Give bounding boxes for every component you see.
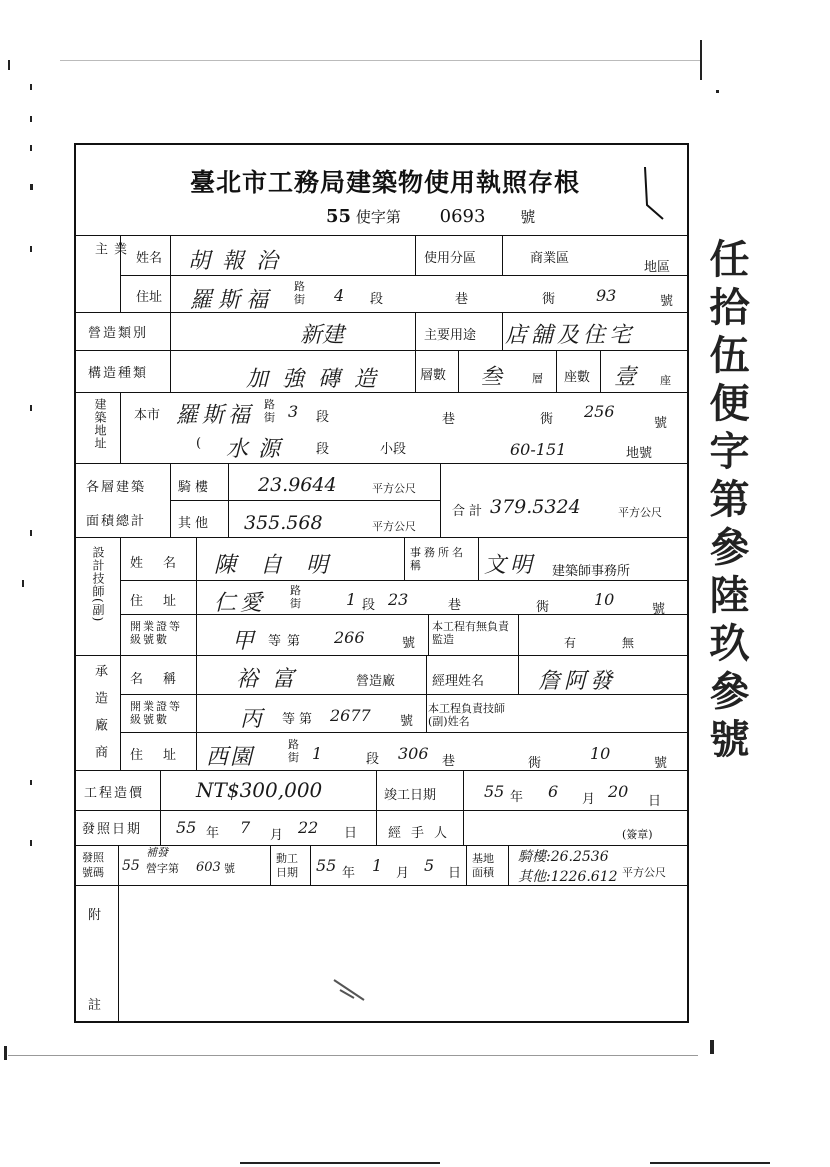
designer-section-label: 設計技師(副) <box>91 546 105 623</box>
start-year: 55 <box>316 856 337 875</box>
base-unit: 平方公尺 <box>622 866 666 879</box>
owner-address-section: 4 <box>334 286 345 305</box>
base-value-2: 其他:1226.612 <box>518 869 618 885</box>
contractor-street-label: 衖 <box>528 756 542 771</box>
floors-label: 層數 <box>420 368 447 383</box>
issue-day-label: 日 <box>344 826 358 841</box>
site-district-label: 段 <box>316 442 330 457</box>
structure-value: 加強磚造 <box>246 367 391 392</box>
contractor-name-value: 裕富 <box>236 667 309 692</box>
site-road-label: 路街 <box>264 398 275 424</box>
other-label: 其他 <box>178 516 213 531</box>
arcade-label: 騎樓 <box>178 480 213 495</box>
total-value: 379.5324 <box>490 496 581 518</box>
handler-label: 經手人 <box>388 826 458 841</box>
completion-month-label: 月 <box>582 792 596 807</box>
side-annotation: 任拾伍便字第參陸玖參號 <box>703 238 750 766</box>
permit-ref-number: 603 <box>196 860 221 875</box>
issue-month: 7 <box>240 818 251 837</box>
contractor-section-text: 段 <box>366 752 380 767</box>
contractor-license-mid: 等第 <box>282 712 317 727</box>
issue-year: 55 <box>176 818 197 837</box>
floors-value: 叁 <box>480 365 503 390</box>
designer-office-value: 文明 <box>484 553 537 578</box>
designer-license-suffix: 號 <box>402 636 416 651</box>
contractor-road-label: 路街 <box>288 738 299 764</box>
remarks-pen-mark <box>330 976 370 1006</box>
completion-day-label: 日 <box>648 794 662 809</box>
contractor-license-grade: 丙 <box>240 707 263 732</box>
buildings-unit: 座 <box>660 374 671 387</box>
start-month-label: 月 <box>396 866 410 881</box>
designer-name-label: 姓名 <box>130 556 197 571</box>
permit-ref-year: 55 <box>122 858 140 874</box>
start-label: 動工日期 <box>276 852 298 879</box>
contractor-name-suffix: 營造廠 <box>356 674 396 689</box>
site-road-value: 羅斯福 <box>176 403 255 428</box>
owner-name-label: 姓名 <box>136 251 163 266</box>
designer-section-value: 1 <box>346 590 357 609</box>
supervise-no: 無 <box>622 636 635 650</box>
owner-section-label: 業主 <box>92 242 126 277</box>
base-label: 基地面積 <box>472 852 494 879</box>
supervise-yes: 有 <box>564 636 577 650</box>
owner-street-label: 衖 <box>542 292 556 307</box>
designer-address-label: 住址 <box>130 594 197 609</box>
remarks-label-1: 附 <box>88 908 102 923</box>
completion-month: 6 <box>548 782 559 801</box>
other-value: 355.568 <box>244 512 323 534</box>
site-lot-value: 60-151 <box>510 440 567 459</box>
remarks-label-2: 註 <box>88 998 102 1013</box>
contractor-lane-value: 306 <box>398 744 429 763</box>
cost-value: NT$300,000 <box>196 778 323 802</box>
completion-day: 20 <box>608 782 629 801</box>
contractor-lane-label: 巷 <box>442 754 456 769</box>
owner-address-number: 93 <box>596 286 617 305</box>
total-label: 合計 <box>452 504 487 519</box>
designer-lane-label: 巷 <box>448 598 462 613</box>
owner-name-value: 胡報治 <box>188 249 291 274</box>
permit-ref-prefix: 營字第 <box>146 862 179 875</box>
site-section-value: 3 <box>288 402 299 421</box>
designer-street-label: 衖 <box>536 600 550 615</box>
owner-road-label: 路街 <box>294 280 305 306</box>
supervise-label: 本工程有無負責監造 <box>432 620 509 646</box>
arcade-unit: 平方公尺 <box>372 482 416 495</box>
total-unit: 平方公尺 <box>618 506 662 519</box>
designer-license-mid: 等第 <box>268 634 307 649</box>
start-day: 5 <box>424 856 435 875</box>
title-pen-stroke <box>625 165 665 225</box>
buildings-value: 壹 <box>614 365 637 390</box>
designer-number-label: 號 <box>652 602 666 617</box>
engineer-label: 本工程負責技師(副)姓名 <box>428 702 505 728</box>
start-day-label: 日 <box>448 866 462 881</box>
designer-license-grade: 甲 <box>232 629 255 654</box>
owner-address-label: 住址 <box>136 290 163 305</box>
owner-address-road: 羅斯福 <box>190 288 275 313</box>
site-lot-label: 地號 <box>626 446 653 461</box>
start-year-label: 年 <box>342 866 356 881</box>
structure-label: 構造種類 <box>88 366 149 381</box>
permit-number-value: 0693 <box>439 206 486 227</box>
permit-ref-extra: 補發 <box>146 846 168 859</box>
seal-label: (簽章) <box>622 828 653 841</box>
designer-license-number: 266 <box>334 628 365 647</box>
issue-day: 22 <box>298 818 319 837</box>
permit-ref-suffix: 號 <box>224 862 235 875</box>
manager-value: 詹阿發 <box>538 669 617 694</box>
site-subsection-label: 小段 <box>380 442 407 457</box>
main-use-value: 店舖及住宅 <box>505 323 636 348</box>
issue-year-label: 年 <box>206 826 220 841</box>
buildings-label: 座數 <box>564 370 591 385</box>
contractor-number-value: 10 <box>590 744 611 763</box>
permit-suffix: 號 <box>520 208 536 226</box>
designer-office-suffix: 建築師事務所 <box>552 564 631 579</box>
base-value-1: 騎樓:26.2536 <box>518 849 609 865</box>
designer-lane-value: 23 <box>388 590 409 609</box>
completion-year: 55 <box>484 782 505 801</box>
use-zone-label: 使用分區 <box>424 251 477 266</box>
use-zone-value: 商業區 <box>530 251 570 266</box>
issue-month-label: 月 <box>270 828 284 843</box>
completion-label: 竣工日期 <box>384 788 437 803</box>
contractor-number-label: 號 <box>654 756 668 771</box>
designer-address-road: 仁愛 <box>214 591 267 616</box>
other-unit: 平方公尺 <box>372 520 416 533</box>
construction-type-label: 營造類別 <box>88 326 149 341</box>
designer-license-label: 開業證等級號數 <box>130 620 182 646</box>
contractor-section-label: 承造廠商 <box>92 664 107 772</box>
designer-number-value: 10 <box>594 590 615 609</box>
designer-office-label: 事務所名稱 <box>410 546 466 572</box>
permit-label: 使字第 <box>355 208 401 226</box>
contractor-section-value: 1 <box>312 744 323 763</box>
site-open-paren: ( <box>196 436 202 451</box>
designer-road-label: 路街 <box>290 584 301 610</box>
manager-label: 經理姓名 <box>432 674 485 689</box>
contractor-address-road: 西園 <box>206 745 255 770</box>
contractor-license-suffix: 號 <box>400 714 414 729</box>
document-title: 臺北市工務局建築物使用執照存根 <box>189 168 580 197</box>
use-zone-suffix: 地區 <box>644 260 671 275</box>
site-street-label: 衖 <box>540 412 554 427</box>
site-district-value: 水源 <box>226 437 291 462</box>
contractor-address-label: 住址 <box>130 748 197 763</box>
permit-number <box>326 206 535 227</box>
site-number-value: 256 <box>584 402 615 421</box>
designer-name-value: 陳自明 <box>214 553 353 578</box>
designer-section-text: 段 <box>362 598 376 613</box>
area-label-1: 各層建築 <box>86 480 147 495</box>
construction-type-value: 新建 <box>300 323 345 348</box>
contractor-license-number: 2677 <box>330 706 371 725</box>
owner-number-label: 號 <box>660 294 674 309</box>
site-section-text: 段 <box>316 410 330 425</box>
start-month: 1 <box>372 856 383 875</box>
site-number-label: 號 <box>654 416 668 431</box>
floors-unit: 層 <box>532 372 543 385</box>
completion-year-label: 年 <box>510 790 524 805</box>
site-section-label: 建築地址 <box>93 398 107 450</box>
permit-prefix: 55 <box>326 206 352 227</box>
main-use-label: 主要用途 <box>424 328 477 343</box>
arcade-value: 23.9644 <box>258 474 337 496</box>
permit-ref-label: 發照號碼 <box>82 851 104 879</box>
site-lane-label: 巷 <box>442 412 456 427</box>
site-city-label: 本市 <box>134 408 161 423</box>
contractor-license-label: 開業證等級號數 <box>130 700 182 726</box>
contractor-name-label: 名稱 <box>130 672 197 687</box>
cost-label: 工程造價 <box>84 786 145 801</box>
owner-lane-label: 巷 <box>455 292 469 307</box>
issue-label: 發照日期 <box>82 822 143 837</box>
owner-section-text: 段 <box>370 292 384 307</box>
area-label-2: 面積總計 <box>86 514 147 529</box>
